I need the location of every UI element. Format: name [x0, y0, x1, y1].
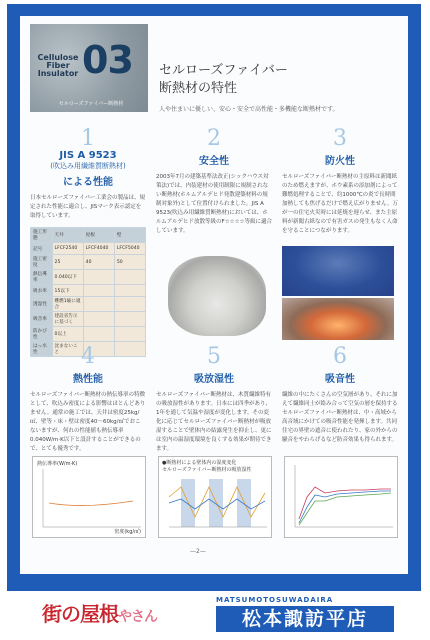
sound-absorption-chart — [284, 456, 398, 538]
spec-table-row — [31, 312, 146, 327]
section-number: 2 — [207, 126, 221, 151]
spec-table-cell: 15以下 — [52, 285, 83, 297]
spec-table-row — [31, 255, 146, 270]
fire-test-photo-top — [282, 246, 394, 296]
badge-subtitle: セルローズファイバー断熱材 — [58, 101, 124, 107]
spec-table-cell — [114, 312, 145, 327]
thermal-chart-plot — [33, 457, 145, 537]
spec-table-row — [31, 228, 146, 243]
section-heading: 防火性 — [325, 156, 355, 167]
spec-table-cell: 沈まないこと — [52, 342, 83, 357]
spec-table-cell: 壁 — [114, 228, 145, 243]
spec-table-row — [31, 270, 146, 285]
section-5 — [156, 346, 272, 454]
section-number: 1 — [81, 126, 95, 151]
spec-table-cell: 施工形態 — [31, 228, 53, 243]
document-page — [20, 16, 408, 574]
spec-table-cell — [83, 270, 114, 285]
spec-table — [30, 227, 146, 357]
spec-table-row — [31, 285, 146, 297]
section-heading: による性能 — [63, 177, 113, 188]
section-number: 5 — [207, 344, 221, 369]
section-1 — [30, 128, 146, 357]
spec-table-cell — [83, 297, 114, 312]
spec-table-cell: LFCF2540 — [52, 243, 83, 255]
chart-ylabel: 熱伝導率(W/m·K) — [37, 461, 78, 467]
spec-table-cell: はっ水性 — [31, 342, 53, 357]
spec-table-cell — [114, 297, 145, 312]
spec-table-cell: 25 — [52, 255, 83, 270]
spec-table-cell: LFCF5040 — [114, 243, 145, 255]
section-text: セルローズファイバー断熱材の熱伝導率の特徴として、吹込み密度による影響はほとんどありません。通常の施工では、天井は密度25kg/㎥、壁等・床・壁は密度40〜60kg/㎥でおこないますが、何れの性能値も熱伝導率0.040W/m·K以下と設計することができるので、とても優秀です。 — [30, 392, 146, 452]
humidity-chart-plot — [159, 457, 271, 537]
section-heading: 吸音性 — [325, 374, 355, 385]
section-number: 6 — [333, 344, 347, 369]
cellulose-fiber-photo — [168, 256, 266, 336]
section-badge — [30, 24, 148, 112]
jis-heading: JIS A 9523 — [59, 150, 117, 161]
spec-table-cell: 吸水率 — [31, 285, 53, 297]
chart-xlabel: 密度(kg/㎥) — [114, 529, 141, 535]
spec-table-cell: 熱伝導率 — [31, 270, 53, 285]
section-text: 日本セルローズファイバー工業会の製品は、規定された性能に適合し、JISマーク表示認定を取得しています。 — [30, 195, 146, 219]
spec-table-cell — [114, 285, 145, 297]
spec-table-cell — [83, 327, 114, 342]
spec-table-cell — [83, 285, 114, 297]
badge-number: 03 — [82, 38, 133, 82]
page-number: —2— — [190, 548, 206, 555]
spec-table-cell: 0.040以下 — [52, 270, 83, 285]
spec-table-cell: 難燃1級に適合 — [52, 297, 83, 312]
section-4 — [30, 346, 146, 454]
section-text: 2003年7月の建築基準法改正(シックハウス対策法)では、内装建材の使用制限に規制されない断熱材(ホルムアルデヒド発散建築材料の規制対象外)として位置付けられました。JIS A 9523(吹込み用繊維質断熱材)においては、ホルムアルデヒド放散等級のF☆☆☆☆等級に適合しています。 — [156, 174, 272, 234]
section-heading: 安全性 — [199, 156, 229, 167]
spec-table-cell: 50 — [114, 255, 145, 270]
spec-table-cell: 防かび性 — [31, 327, 53, 342]
section-text: セルローズファイバー断熱材は、木質繊維特有の吸放湿性があります。日本には四季があり、1年を通して気温や湿度が変化します。その変化に応じてセルローズファイバー断熱材が吸放湿することで壁体内の結露発生を抑止し、更には室内の温湿度環境を良くする効果が期待できます。 — [156, 392, 272, 452]
section-2 — [156, 128, 272, 236]
thermal-conductivity-chart — [32, 456, 146, 538]
spec-table-cell: 記号 — [31, 243, 53, 255]
section-text: セルローズファイバー断熱材の主原料は新聞紙のため燃えますが、ホウ素系の添加剤によって難燃処理することで、約1000℃の炎で長時間加熱しても焦げるだけで燃え広がりません。万が一の住宅火災時には延焼を遅らせ、また主原料が新聞古紙なので有害ガスの発生もなく人命を守ることにつながります。 — [282, 174, 398, 234]
spec-table-cell: 0以上 — [52, 327, 83, 342]
chart-title: ●断熱材による壁体内の湿度変化 — [162, 460, 237, 466]
spec-table-row — [31, 297, 146, 312]
page-subtitle: 人や住まいに優しい、安心・安全で高性能・多機能な断熱材です。 — [159, 106, 339, 113]
section-6 — [282, 346, 398, 445]
shop-name: 松本諏訪平店 — [216, 606, 394, 632]
humidity-chart — [158, 456, 272, 538]
chart-subtitle: セルローズファイバー断熱材の吸放湿性 — [162, 467, 252, 473]
spec-table-cell: 40 — [83, 255, 114, 270]
spec-table-cell: LFCF4040 — [83, 243, 114, 255]
section-heading: 熱性能 — [73, 374, 103, 385]
spec-table-cell: 屋根 — [83, 228, 114, 243]
spec-table-cell: 透湿性 — [31, 297, 53, 312]
page-title: セルローズファイバー 断熱材の特性 — [159, 63, 288, 96]
spec-table-cell — [114, 327, 145, 342]
shop-romaji: MATSUMOTOSUWADAIRA — [216, 596, 334, 604]
section-number: 4 — [81, 344, 95, 369]
spec-table-row — [31, 327, 146, 342]
jis-note: (吹込み用繊維質断熱材) — [50, 162, 126, 170]
spec-table-cell — [83, 312, 114, 327]
section-3 — [282, 128, 398, 236]
badge-label: Cellulose Fiber Insulator — [37, 53, 79, 78]
section-number: 3 — [333, 126, 347, 151]
spec-table-cell — [114, 270, 145, 285]
section-heading: 吸放湿性 — [194, 374, 234, 385]
sound-chart-plot — [285, 457, 397, 537]
spec-table-row — [31, 243, 146, 255]
spec-table-cell: 建設省告示に基づく — [52, 312, 83, 327]
company-logo: 街の屋根やさん — [42, 602, 157, 626]
section-text: 繊維の中にたくさんの空気層があり、それに加えて繊維同士が絡み合って空気の層を保持するセルローズファイバー断熱材は、中・高域から高音域にかけての吸音性能を発揮します。共同住宅の界壁の遮音に使われたり、家の外からの騒音をやわらげるなど防音効果も得られます。 — [282, 392, 398, 443]
spec-table-cell: 施工密度 — [31, 255, 53, 270]
fire-test-photo-bottom — [282, 298, 394, 340]
spec-table-cell: 吸音率 — [31, 312, 53, 327]
spec-table-cell: 天井 — [52, 228, 83, 243]
